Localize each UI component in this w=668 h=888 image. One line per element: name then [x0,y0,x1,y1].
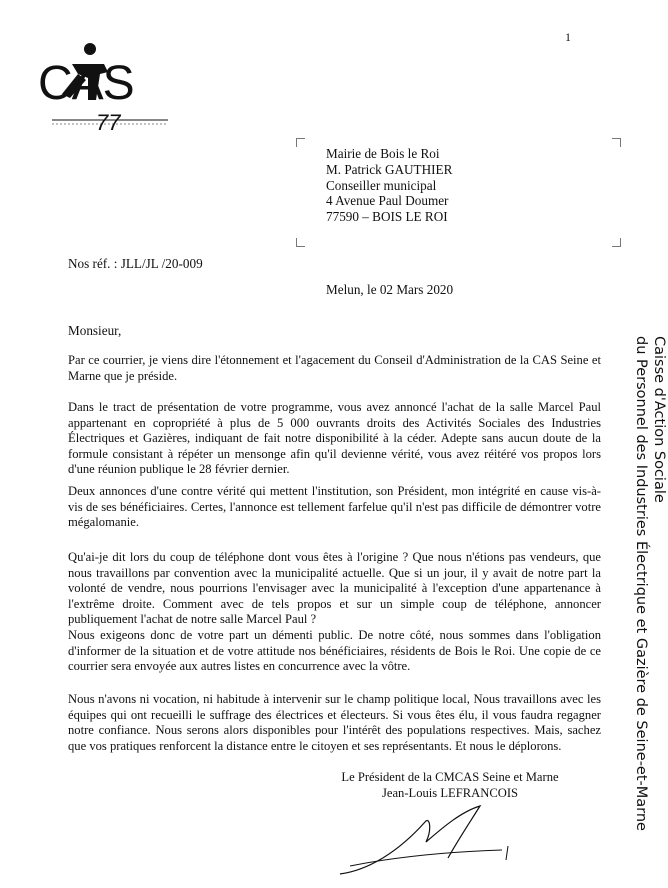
body-paragraph: Par ce courrier, je viens dire l'étonnement et l'agacement du Conseil d'Administration de la CAS Seine et Marne que je préside. [68,353,601,383]
side-organization-text [628,336,668,876]
window-corner-br [612,238,621,247]
window-corner-tr [612,138,621,147]
recipient-line: M. Patrick GAUTHIER [326,161,453,177]
reference: Nos réf. : JLL/JL /20-009 [68,256,203,271]
handwritten-signature-icon [330,800,520,880]
signatory-name: Jean-Louis LEFRANCOIS [381,785,519,800]
recipient-line: 77590 – BOIS LE ROI [326,209,448,225]
body-paragraph: Nous n'avons ni vocation, ni habitude à intervenir sur le champ politique local, Nous travaillons avec les équipes qui ont recueilli le suffrage des électrices et électeurs. Si vous êtes élu, il vous faudra regagner notre confiance. Nous serons alors disponibles pour l'intérêt des populations respectives. Mais, sachez que vos pratiques renforcent la distance entre le citoyen et ses représentants. Et nous le déplorons. [68,692,601,753]
recipient-line: Mairie de Bois le Roi [326,146,440,161]
salutation: Monsieur, [68,323,122,338]
signatory-title: Le Président de la CMCAS Seine et Marne [341,770,559,784]
logo-text: CAS [38,57,134,110]
body-paragraph: Deux annonces d'une contre vérité qui mettent l'institution, son Président, mon intégrité en cause vis-à-vis de ses bénéficiaires. Certes, l'annonce est tellement farfelue qu'il n'est pas difficile de démontrer votre mégalomanie. [68,484,601,530]
window-corner-tl [296,138,305,147]
body-paragraph: Qu'ai-je dit lors du coup de téléphone dont vous êtes à l'origine ? Que nous n'étions pas vendeurs, que nous travaillons par convention avec la municipalité actuelle. Que si un jour, il y avait de notre part la volonté de vendre, nous pourrions l'envisager avec la municipalité à l'exception d'une appartenance à l'extrême droite. Comment avec de tels propos et sur un simple coup de téléphone, annoncer publiquement l'achat de notre salle Marcel Paul ? [68,550,601,627]
recipient-line: Conseiller municipal [326,177,437,193]
side-text-line: Caisse d'Action Sociale [651,336,667,503]
window-corner-bl [296,238,305,247]
cas-logo [38,38,173,148]
body-paragraph: Nous exigeons donc de votre part un démenti public. De notre côté, nous sommes dans l'obligation d'informer de la situation et de votre attitude nos bénéficiaires, résidents de Bois le Roi. Une copie de ce courrier sera envoyée aux autres listes en concurrence avec la vôtre. [68,628,601,674]
recipient-line: 4 Avenue Paul Doumer [326,193,449,209]
body-paragraph: Dans le tract de présentation de votre programme, vous avez annoncé l'achat de la salle Marcel Paul appartenant en copropriété à plus de 5 000 ouvrants droits des Activités Sociales des Industries Électriques et Gazières, indiquant de fait notre disponibilité à la céder. Adepte sans aucun doute de la formule consistant à répéter un mensonge afin qu'il devienne vérité, vous avez réitéré vos propos lors d'une réunion publique le 28 février dernier. [68,400,601,477]
page-number: 1 [565,30,571,44]
place-date: Melun, le 02 Mars 2020 [326,282,454,297]
side-text-line: du Personnel des Industries Électrique et Gazière de Seine-et-Marne [633,336,649,831]
signature-block [300,770,600,801]
logo-department: 77 [96,110,121,135]
recipient-address [326,146,452,225]
